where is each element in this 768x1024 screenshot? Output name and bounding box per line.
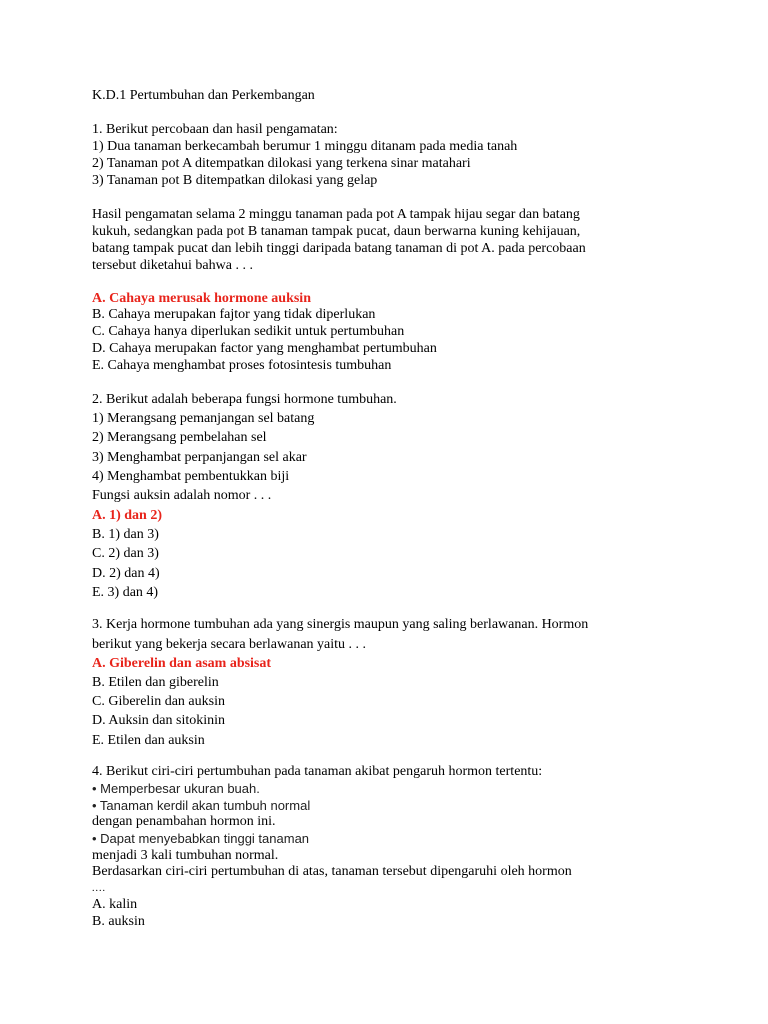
q2-option: D. 2) dan 4) [92, 566, 160, 581]
q4-bullet-cont: dengan penambahan hormon ini. [92, 814, 276, 829]
q2-question: Fungsi auksin adalah nomor . . . [92, 488, 272, 503]
q1-option: B. Cahaya merupakan fajtor yang tidak diperlukan [92, 307, 376, 322]
q3-option: D. Auksin dan sitokinin [92, 713, 226, 728]
q4-option: A. kalin [92, 897, 138, 912]
q4-bullet: • Memperbesar ukuran buah. [92, 781, 260, 796]
q3-option: C. Giberelin dan auksin [92, 694, 225, 709]
q3-answer-option: A. Giberelin dan asam absisat [92, 656, 272, 671]
q4-intro: 4. Berikut ciri-ciri pertumbuhan pada tanaman akibat pengaruh hormon tertentu: [92, 764, 543, 779]
q2-intro: 2. Berikut adalah beberapa fungsi hormone tumbuhan. [92, 392, 397, 407]
q4-bullet: • Tanaman kerdil akan tumbuh normal [92, 798, 311, 813]
q1-stem-line: batang tampak pucat dan lebih tinggi daripada batang tanaman di pot A. pada percobaan [92, 241, 586, 256]
q1-answer-option: A. Cahaya merusak hormone auksin [92, 291, 311, 306]
q1-intro: 1. Berikut percobaan dan hasil pengamatan: [92, 122, 338, 137]
q2-option: C. 2) dan 3) [92, 546, 159, 561]
q1-step: 3) Tanaman pot B ditempatkan dilokasi yang gelap [92, 173, 378, 188]
q4-bullet: • Dapat menyebabkan tinggi tanaman [92, 831, 310, 846]
q3-stem-line: 3. Kerja hormone tumbuhan ada yang sinergis maupun yang saling berlawanan. Hormon [92, 617, 589, 632]
q2-item: 3) Menghambat perpanjangan sel akar [92, 450, 307, 465]
q1-option: C. Cahaya hanya diperlukan sedikit untuk pertumbuhan [92, 324, 405, 339]
q4-dots: .... [92, 883, 106, 894]
q1-step: 2) Tanaman pot A ditempatkan dilokasi yang terkena sinar matahari [92, 156, 471, 171]
page-title: K.D.1 Pertumbuhan dan Perkembangan [92, 88, 315, 103]
q4-bullet-cont: menjadi 3 kali tumbuhan normal. [92, 848, 279, 863]
q3-option: B. Etilen dan giberelin [92, 675, 219, 690]
q1-option: E. Cahaya menghambat proses fotosintesis tumbuhan [92, 358, 392, 373]
q2-answer-option: A. 1) dan 2) [92, 508, 163, 523]
q1-stem-line: Hasil pengamatan selama 2 minggu tanaman pada pot A tampak hijau segar dan batang [92, 207, 580, 222]
q3-stem-line: berikut yang bekerja secara berlawanan yaitu . . . [92, 637, 367, 652]
q4-option: B. auksin [92, 914, 145, 929]
q2-item: 1) Merangsang pemanjangan sel batang [92, 411, 315, 426]
q2-option: B. 1) dan 3) [92, 527, 159, 542]
q2-item: 4) Menghambat pembentukkan biji [92, 469, 290, 484]
q3-option: E. Etilen dan auksin [92, 733, 205, 748]
q2-option: E. 3) dan 4) [92, 585, 159, 600]
q1-option: D. Cahaya merupakan factor yang menghambat pertumbuhan [92, 341, 437, 356]
q2-item: 2) Merangsang pembelahan sel [92, 430, 267, 445]
q4-stem: Berdasarkan ciri-ciri pertumbuhan di atas, tanaman tersebut dipengaruhi oleh hormon [92, 864, 572, 879]
q1-step: 1) Dua tanaman berkecambah berumur 1 minggu ditanam pada media tanah [92, 139, 518, 154]
q1-stem-line: tersebut diketahui bahwa . . . [92, 258, 253, 273]
q1-stem-line: kukuh, sedangkan pada pot B tanaman tampak pucat, daun berwarna kuning kehijauan, [92, 224, 581, 239]
